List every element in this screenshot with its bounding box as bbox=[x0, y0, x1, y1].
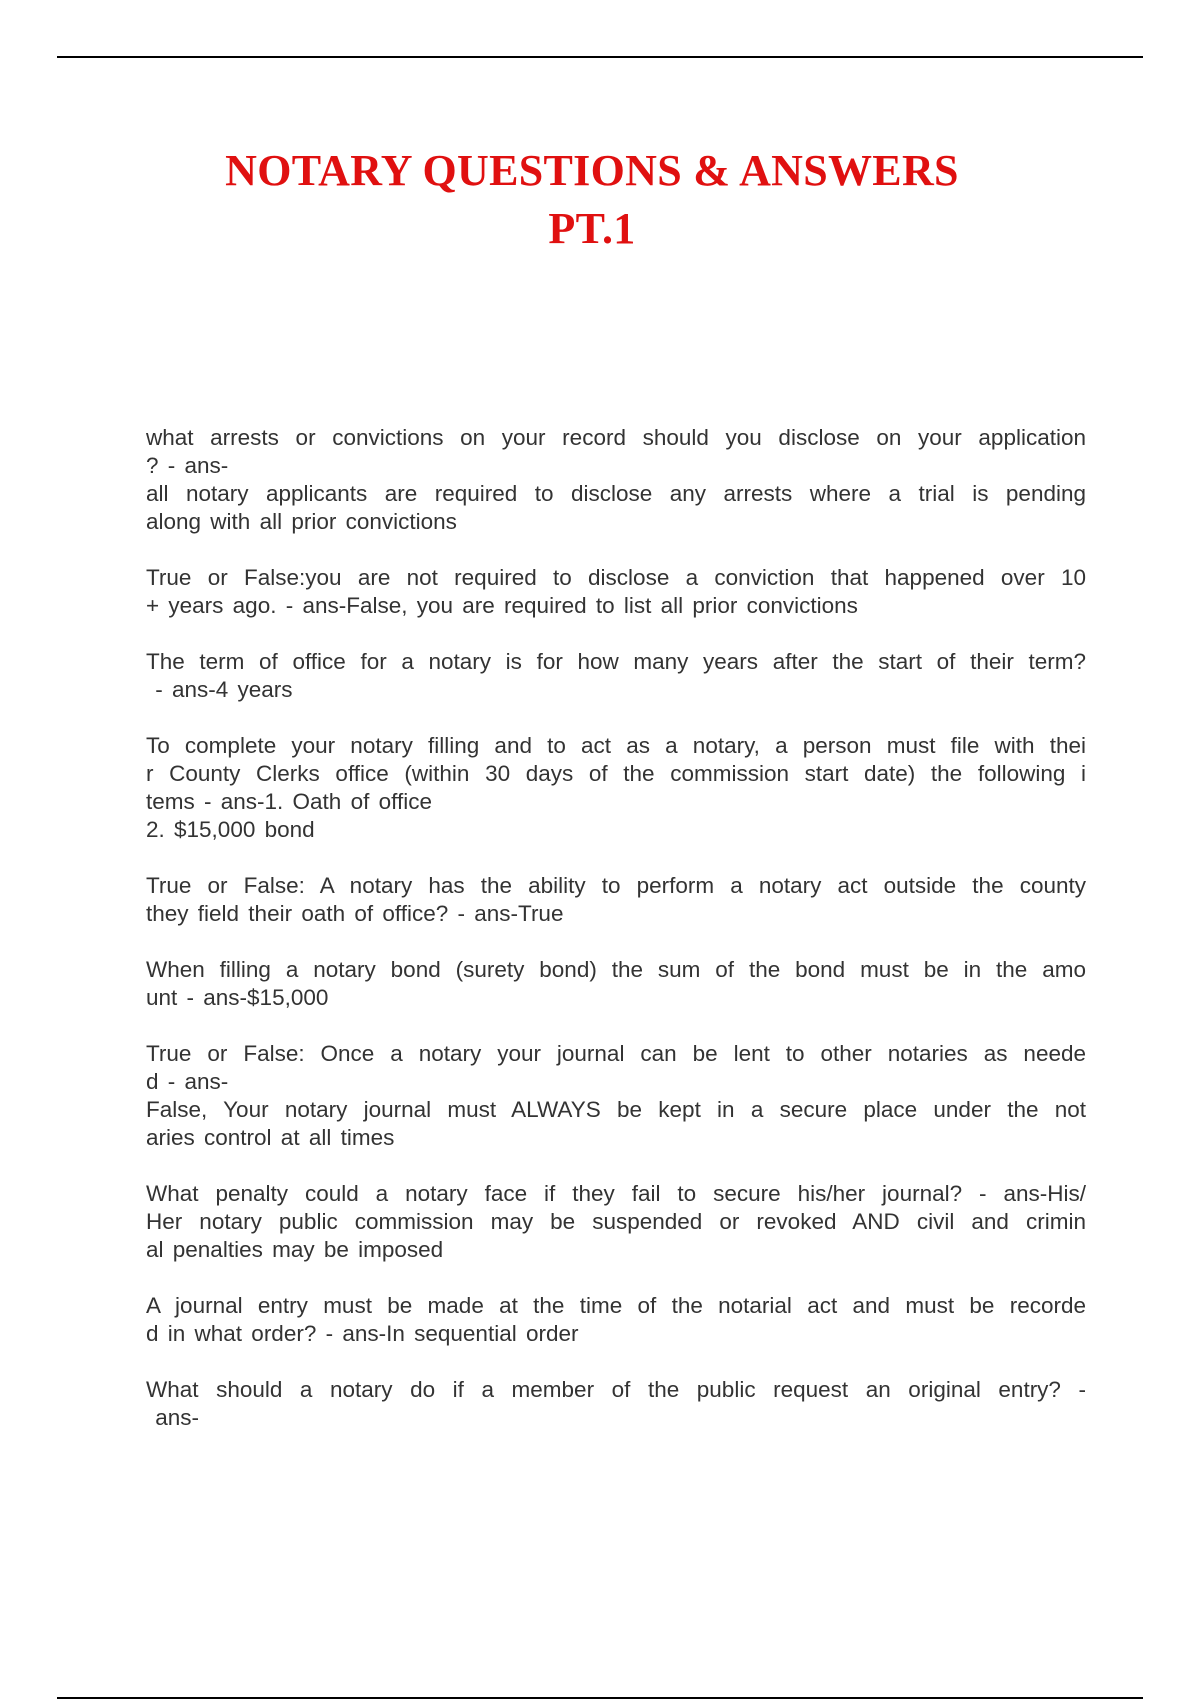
qa-line: ? - ans- bbox=[146, 453, 229, 478]
qa-line: What should a notary do if a member of the public request an original entry? - bbox=[146, 1377, 1086, 1402]
qa-entry-3 bbox=[146, 648, 1086, 704]
qa-entry-5 bbox=[146, 872, 1086, 928]
qa-line: A journal entry must be made at the time of the notarial act and must be recorde bbox=[146, 1293, 1086, 1318]
qa-line: What penalty could a notary face if they fail to secure his/her journal? - ans-His/ bbox=[146, 1181, 1086, 1206]
qa-line: ans- bbox=[146, 1405, 200, 1430]
qa-entry-8 bbox=[146, 1180, 1086, 1264]
qa-line: True or False: Once a notary your journal can be lent to other notaries as neede bbox=[146, 1041, 1086, 1066]
qa-entry-9 bbox=[146, 1292, 1086, 1348]
qa-line: al penalties may be imposed bbox=[146, 1237, 444, 1262]
qa-line: False, Your notary journal must ALWAYS be kept in a secure place under the not bbox=[146, 1097, 1086, 1122]
qa-line: Her notary public commission may be suspended or revoked AND civil and crimin bbox=[146, 1209, 1086, 1234]
title-line-2: PT.1 bbox=[548, 204, 636, 253]
qa-entry-10 bbox=[146, 1376, 1086, 1432]
qa-line: tems - ans-1. Oath of office bbox=[146, 789, 432, 814]
bottom-rule bbox=[57, 1697, 1143, 1699]
qa-line: - ans-4 years bbox=[146, 677, 293, 702]
qa-line: d - ans- bbox=[146, 1069, 229, 1094]
title-line-1: NOTARY QUESTIONS & ANSWERS bbox=[225, 146, 959, 195]
qa-entry-4 bbox=[146, 732, 1086, 844]
qa-line: r County Clerks office (within 30 days of the commission start date) the following i bbox=[146, 761, 1086, 786]
qa-line: + years ago. - ans-False, you are required to list all prior convictions bbox=[146, 593, 858, 618]
document-title bbox=[100, 142, 1084, 258]
qa-line: unt - ans-$15,000 bbox=[146, 985, 329, 1010]
qa-line: True or False: A notary has the ability to perform a notary act outside the county bbox=[146, 873, 1086, 898]
qa-entry-7 bbox=[146, 1040, 1086, 1152]
qa-line: along with all prior convictions bbox=[146, 509, 457, 534]
qa-entry-2 bbox=[146, 564, 1086, 620]
qa-line: they field their oath of office? - ans-True bbox=[146, 901, 564, 926]
qa-line: True or False:you are not required to disclose a conviction that happened over 10 bbox=[146, 565, 1086, 590]
qa-line: what arrests or convictions on your record should you disclose on your application bbox=[146, 425, 1086, 450]
qa-line: When filling a notary bond (surety bond) the sum of the bond must be in the amo bbox=[146, 957, 1086, 982]
qa-entry-6 bbox=[146, 956, 1086, 1012]
qa-line: The term of office for a notary is for how many years after the start of their term? bbox=[146, 649, 1086, 674]
qa-line: To complete your notary filling and to act as a notary, a person must file with thei bbox=[146, 733, 1086, 758]
qa-list bbox=[146, 424, 1086, 1460]
top-rule bbox=[57, 56, 1143, 58]
qa-line: aries control at all times bbox=[146, 1125, 395, 1150]
qa-line: d in what order? - ans-In sequential order bbox=[146, 1321, 579, 1346]
qa-line: all notary applicants are required to disclose any arrests where a trial is pending bbox=[146, 481, 1086, 506]
qa-entry-1 bbox=[146, 424, 1086, 536]
qa-line: 2. $15,000 bond bbox=[146, 817, 315, 842]
